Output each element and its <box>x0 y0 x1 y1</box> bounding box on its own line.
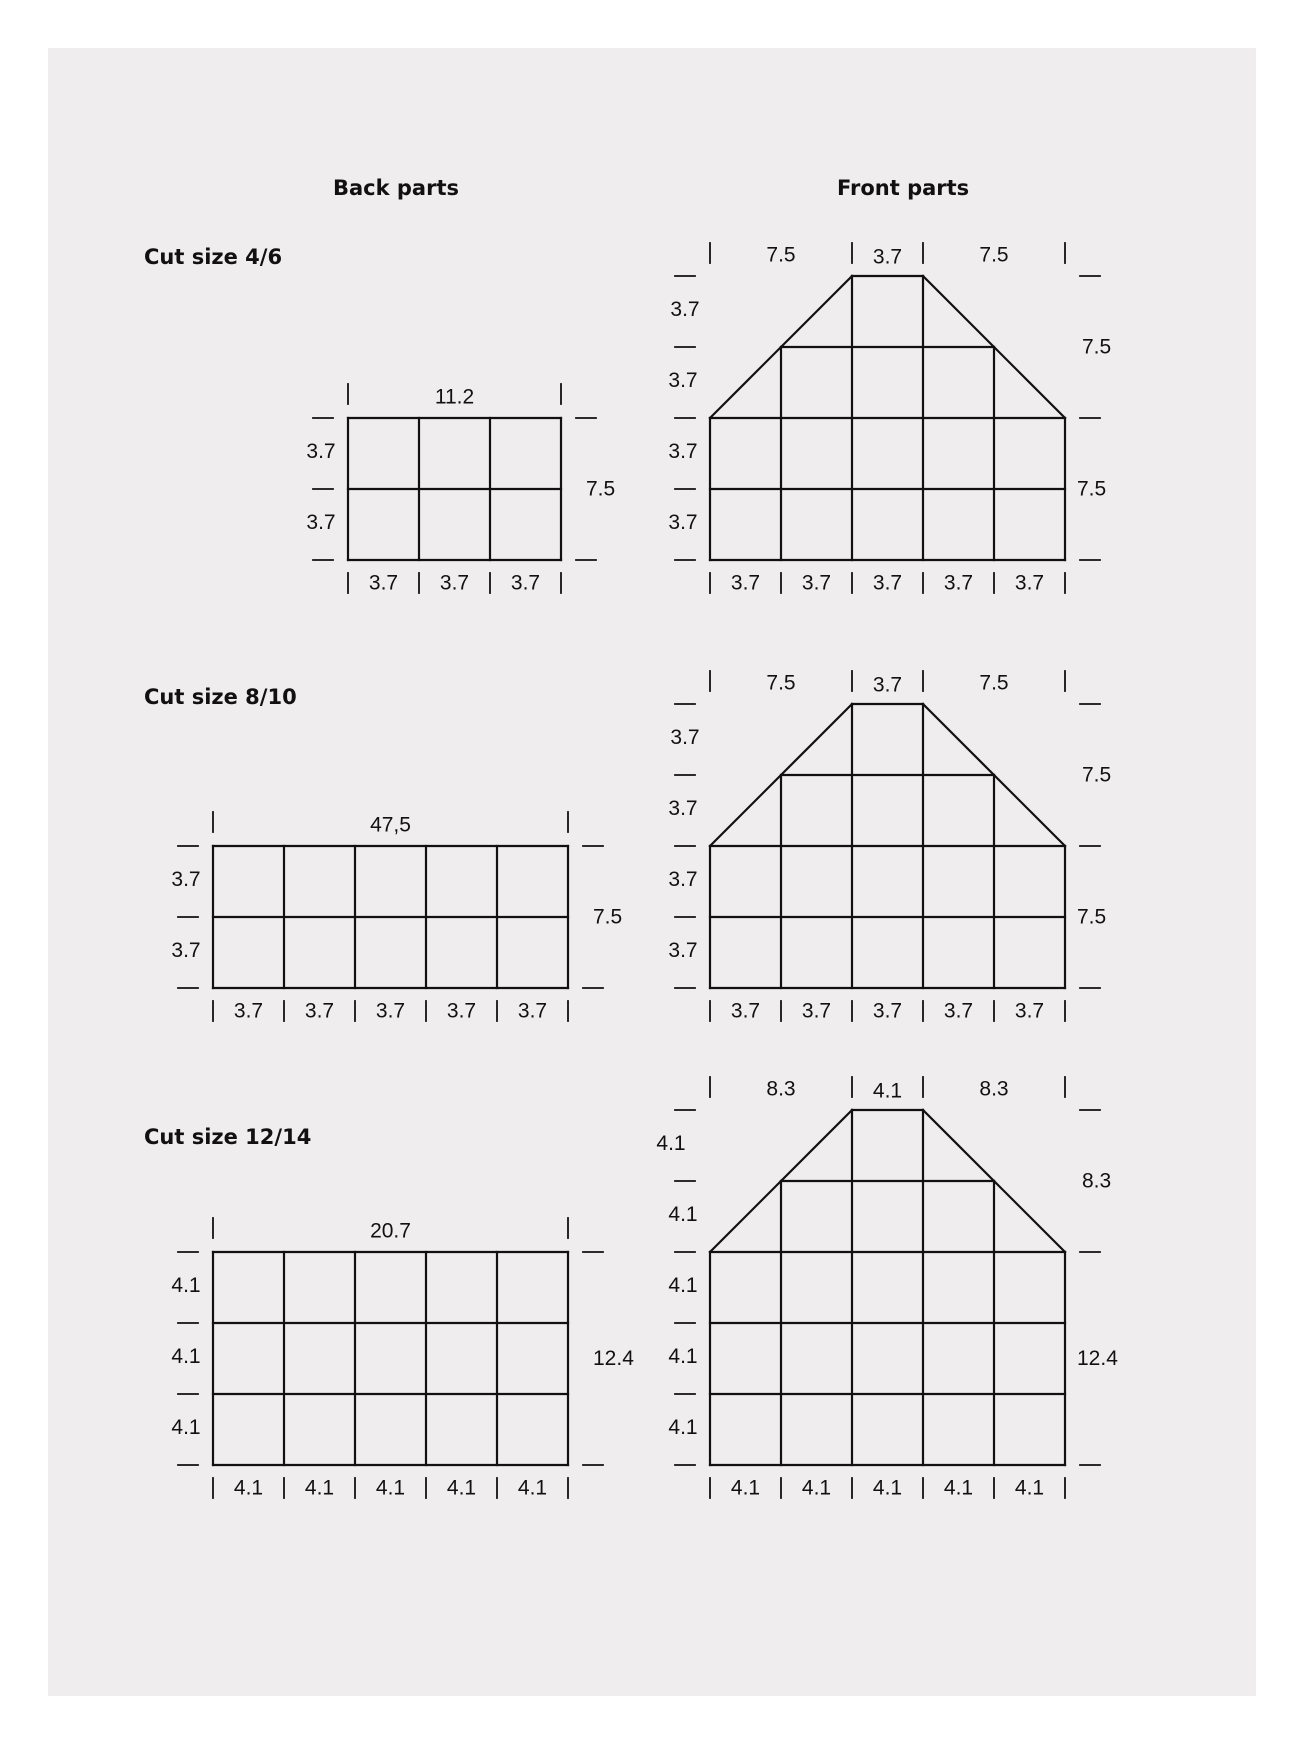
back-2-row-label: 4.1 <box>171 1345 201 1368</box>
back-1-width-label: 47,5 <box>370 813 411 837</box>
front-0-row-label: 3.7 <box>668 511 698 534</box>
front-2-top-label: 8.3 <box>766 1077 796 1101</box>
front-1-top-label: 7.5 <box>766 671 796 695</box>
front-1-col-label: 3.7 <box>801 999 832 1023</box>
front-2-top-label: 8.3 <box>979 1077 1009 1101</box>
front-2-col-label: 4.1 <box>801 1476 832 1500</box>
front-2-col-label: 4.1 <box>872 1476 903 1500</box>
front-1-row-label: 3.7 <box>668 939 698 962</box>
front-0-col-label: 3.7 <box>801 571 832 595</box>
back-1-col-label: 3.7 <box>375 999 406 1023</box>
front-1-top-label: 3.7 <box>872 673 903 697</box>
front-0-row-label: 3.7 <box>668 440 698 463</box>
back-1-row-label: 3.7 <box>171 939 201 962</box>
back-2-col-label: 4.1 <box>375 1476 406 1500</box>
back-2-height-label: 12.4 <box>593 1347 634 1370</box>
front-0-taper-right-label: 7.5 <box>1082 335 1112 359</box>
front-1-row-label: 3.7 <box>668 868 698 891</box>
front-1-taper-label: 3.7 <box>668 797 698 820</box>
front-1-col-label: 3.7 <box>730 999 761 1023</box>
front-0-taper-label: 3.7 <box>670 298 700 321</box>
front-2-row-label: 4.1 <box>668 1274 698 1297</box>
front-2-col-label: 4.1 <box>943 1476 974 1500</box>
back-2-row-label: 4.1 <box>171 1274 201 1297</box>
front-2-taper-right-label: 8.3 <box>1082 1169 1112 1193</box>
front-0-top-label: 7.5 <box>979 243 1009 267</box>
back-0-height-label: 7.5 <box>586 477 616 501</box>
front-parts-header: Front parts <box>837 176 970 200</box>
front-2-top-label: 4.1 <box>872 1079 903 1103</box>
front-2-col-label: 4.1 <box>1014 1476 1045 1500</box>
front-0-col-label: 3.7 <box>730 571 761 595</box>
front-0-col-label: 3.7 <box>1014 571 1045 595</box>
front-2-row-label: 4.1 <box>668 1416 698 1439</box>
back-0-col-label: 3.7 <box>439 571 470 595</box>
back-2-row-label: 4.1 <box>171 1416 201 1439</box>
cut-size-label-4-6: Cut size 4/6 <box>144 245 283 269</box>
back-0-width-label: 11.2 <box>434 385 475 409</box>
front-1-height-label: 7.5 <box>1077 905 1107 929</box>
front-2-row-label: 4.1 <box>668 1345 698 1368</box>
back-2-width-label: 20.7 <box>370 1219 411 1243</box>
front-0-top-label: 7.5 <box>766 243 796 267</box>
back-0-row-label: 3.7 <box>306 511 336 534</box>
front-1-col-label: 3.7 <box>872 999 903 1023</box>
back-1-col-label: 3.7 <box>517 999 548 1023</box>
back-2-col-label: 4.1 <box>304 1476 335 1500</box>
back-2-col-label: 4.1 <box>517 1476 548 1500</box>
back-parts-header: Back parts <box>333 176 459 200</box>
front-1-col-label: 3.7 <box>943 999 974 1023</box>
back-1-col-label: 3.7 <box>446 999 477 1023</box>
front-0-height-label: 7.5 <box>1077 477 1107 501</box>
front-1-col-label: 3.7 <box>1014 999 1045 1023</box>
back-1-col-label: 3.7 <box>233 999 264 1023</box>
front-1-taper-right-label: 7.5 <box>1082 763 1112 787</box>
front-1-top-label: 7.5 <box>979 671 1009 695</box>
back-1-height-label: 7.5 <box>593 905 623 929</box>
cut-size-label-12-14: Cut size 12/14 <box>144 1125 312 1149</box>
back-2-col-label: 4.1 <box>446 1476 477 1500</box>
back-1-row-label: 3.7 <box>171 868 201 891</box>
front-2-height-label: 12.4 <box>1077 1347 1118 1370</box>
front-2-taper-label: 4.1 <box>668 1203 698 1226</box>
back-2-col-label: 4.1 <box>233 1476 264 1500</box>
front-0-taper-label: 3.7 <box>668 369 698 392</box>
back-0-col-label: 3.7 <box>368 571 399 595</box>
back-1-col-label: 3.7 <box>304 999 335 1023</box>
front-0-col-label: 3.7 <box>872 571 903 595</box>
front-2-col-label: 4.1 <box>730 1476 761 1500</box>
back-0-col-label: 3.7 <box>510 571 541 595</box>
back-0-row-label: 3.7 <box>306 440 336 463</box>
front-0-col-label: 3.7 <box>943 571 974 595</box>
front-0-top-label: 3.7 <box>872 245 903 269</box>
front-1-taper-label: 3.7 <box>670 726 700 749</box>
front-2-taper-label: 4.1 <box>656 1132 686 1155</box>
cut-size-label-8-10: Cut size 8/10 <box>144 685 297 709</box>
